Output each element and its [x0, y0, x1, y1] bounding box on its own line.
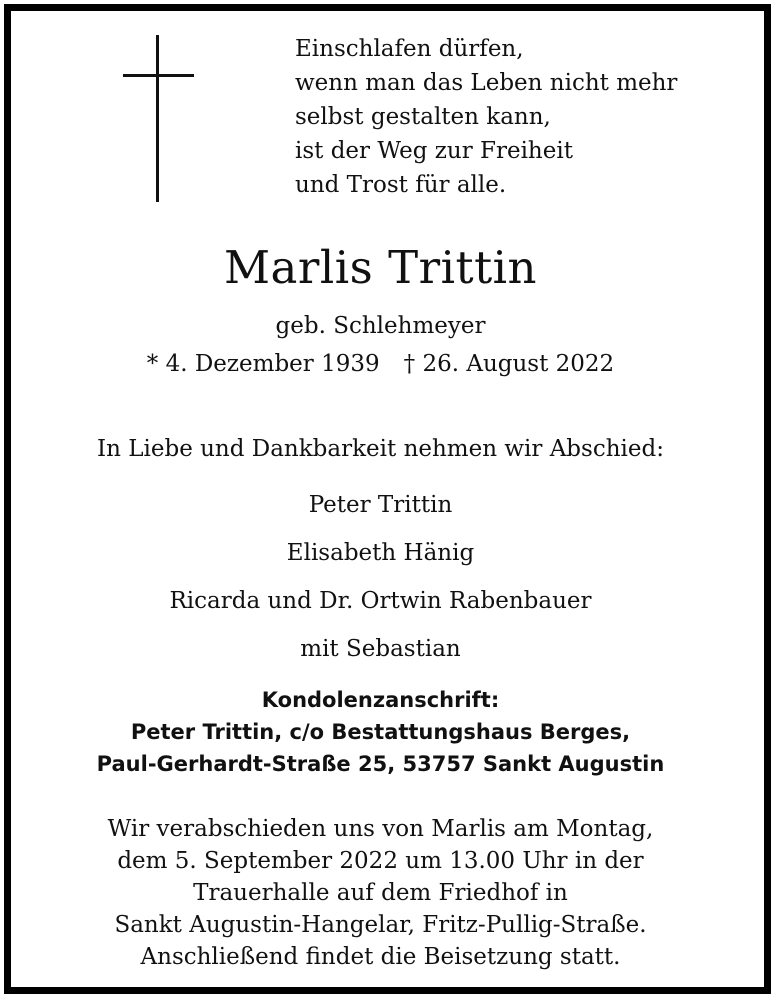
cross-vertical-bar [156, 35, 159, 202]
cross-horizontal-bar [123, 74, 194, 77]
mourner-name: Elisabeth Hänig [286, 540, 475, 566]
maiden-name: geb. Schlehmeyer [275, 313, 486, 339]
poem-line: und Trost für alle. [295, 172, 507, 198]
death-date: † 26. August 2022 [403, 351, 615, 377]
service-line: Trauerhalle auf dem Friedhof in [193, 880, 568, 906]
condolence-line: Peter Trittin, c/o Bestattungshaus Berges, [130, 720, 631, 744]
deceased-name: Marlis Trittin [223, 241, 538, 294]
condolence-address [0, 684, 761, 780]
mourner-name: mit Sebastian [300, 636, 461, 662]
farewell-text: In Liebe und Dankbarkeit nehmen wir Abschied: [97, 436, 664, 462]
service-line: Sankt Augustin-Hangelar, Fritz-Pullig-Straße. [114, 912, 647, 938]
life-dates [0, 347, 761, 381]
service-line: Wir verabschieden uns von Marlis am Montag, [107, 816, 654, 842]
service-line: dem 5. September 2022 um 13.00 Uhr in der [117, 848, 644, 874]
mourner-name: Ricarda und Dr. Ortwin Rabenbauer [169, 588, 592, 614]
poem-line: Einschlafen dürfen, [295, 36, 524, 62]
condolence-line: Paul-Gerhardt-Straße 25, 53757 Sankt Augustin [96, 752, 665, 776]
poem-line: ist der Weg zur Freiheit [295, 138, 573, 164]
service-line: Anschließend findet die Beisetzung statt. [140, 944, 621, 970]
poem [295, 32, 677, 202]
birth-date: * 4. Dezember 1939 [146, 351, 380, 377]
service-info [0, 813, 761, 973]
poem-line: selbst gestalten kann, [295, 104, 551, 130]
mourner-name: Peter Trittin [308, 492, 453, 518]
poem-line: wenn man das Leben nicht mehr [295, 70, 678, 96]
condolence-heading: Kondolenzanschrift: [261, 688, 500, 712]
